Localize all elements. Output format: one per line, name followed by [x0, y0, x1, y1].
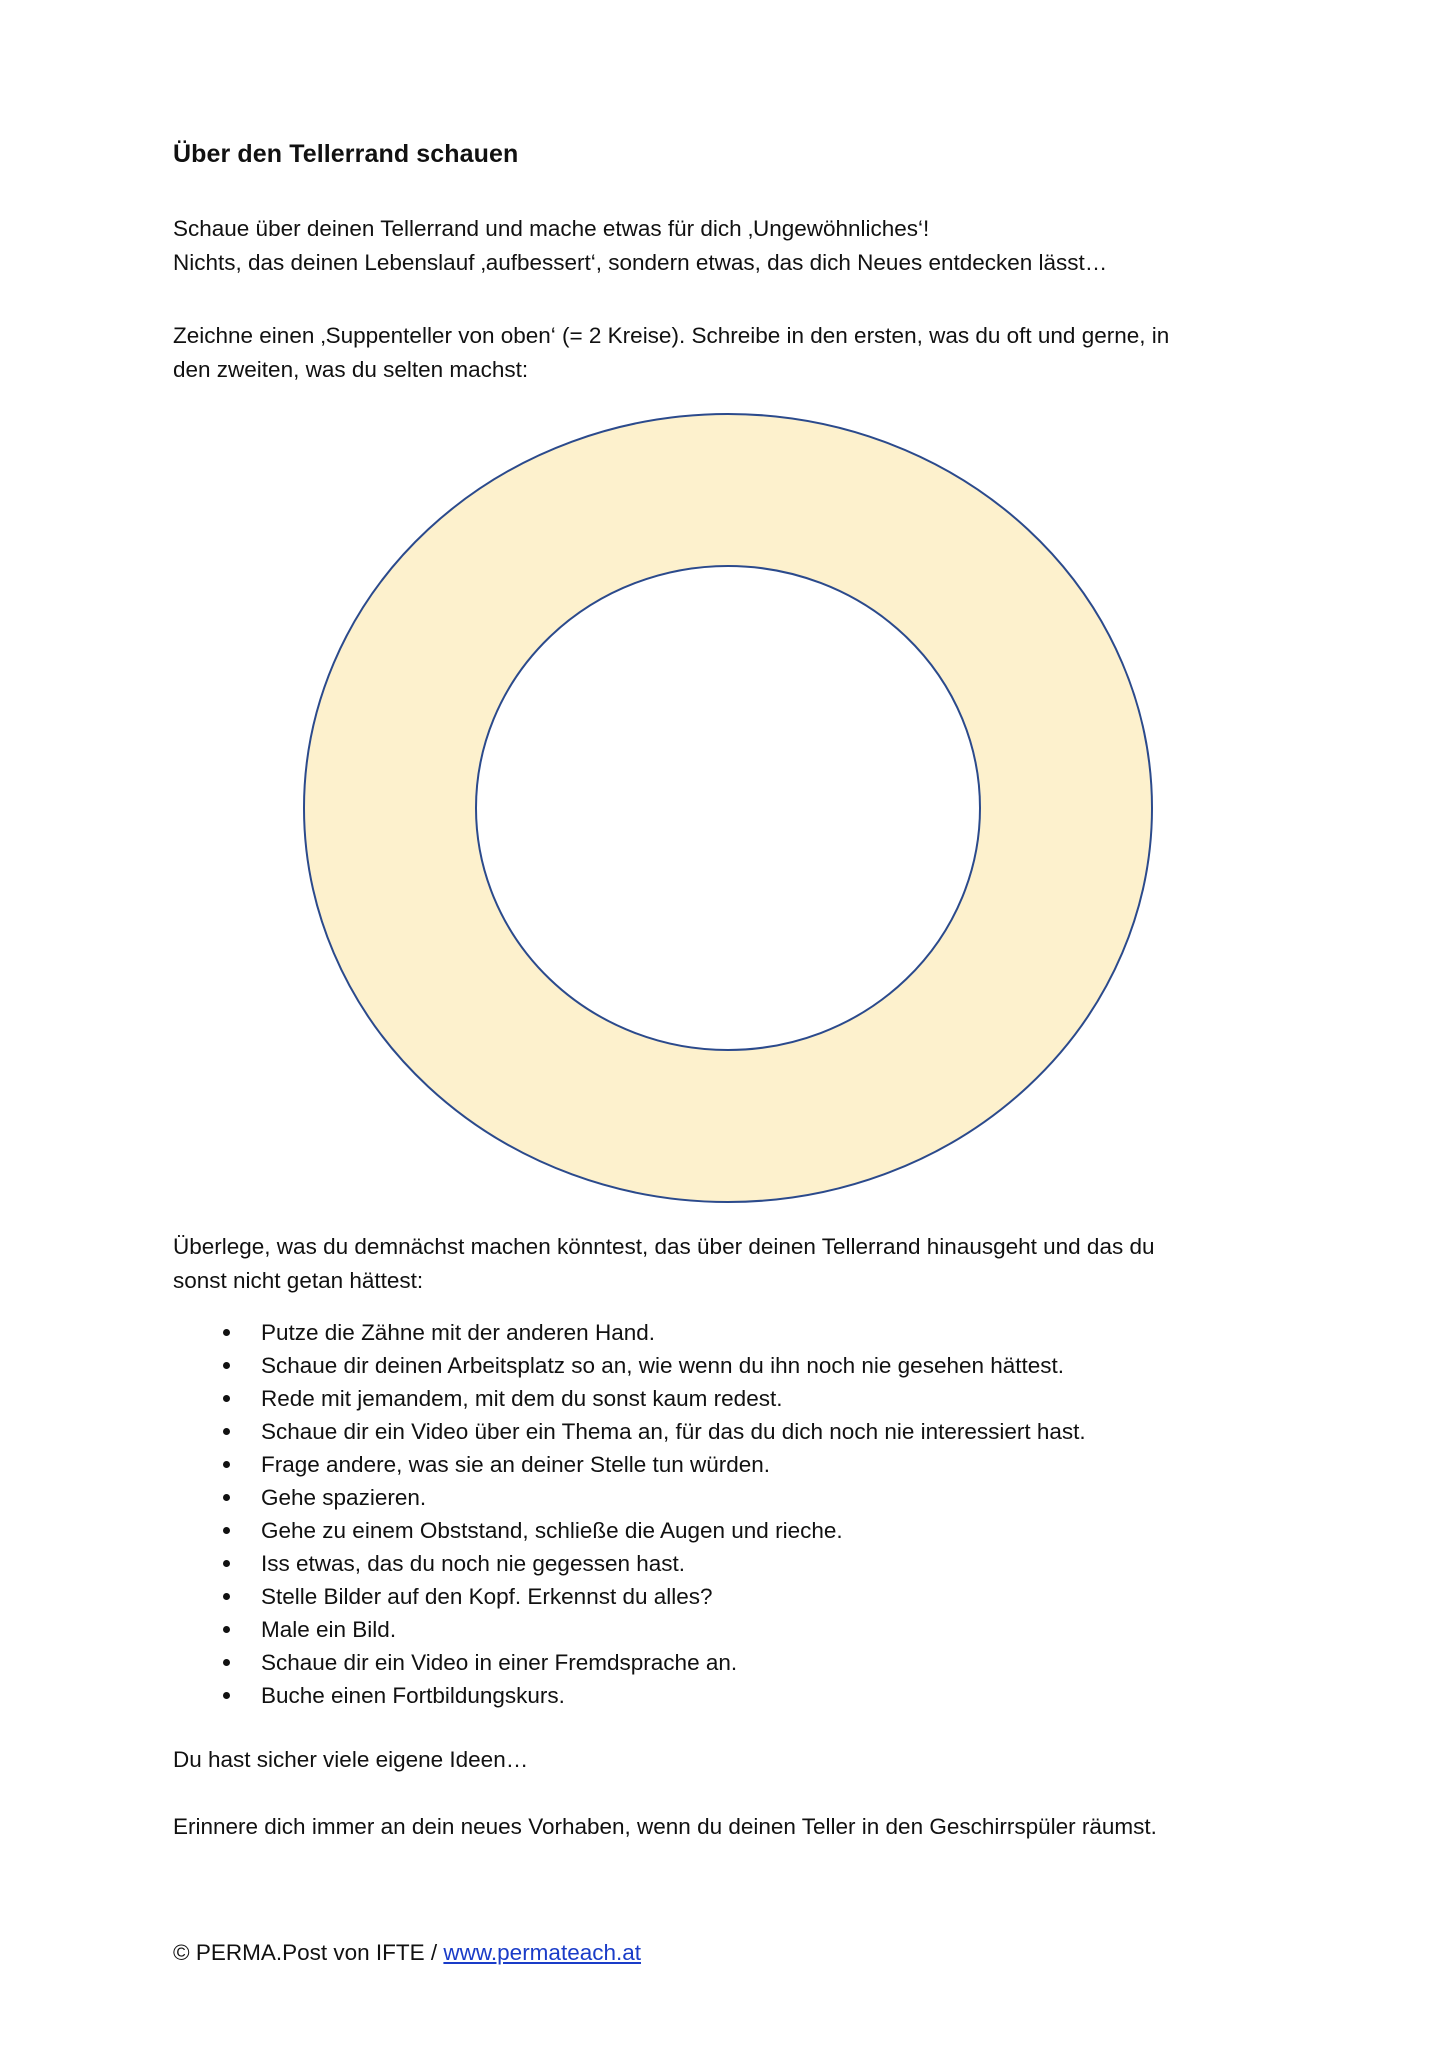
bullet-icon — [223, 1560, 230, 1567]
copyright-text: © PERMA.Post von IFTE / — [173, 1940, 444, 1965]
footer — [173, 1937, 641, 1969]
list-item: Stelle Bilder auf den Kopf. Erkennst du alles? — [223, 1580, 1086, 1613]
list-item: Gehe zu einem Obststand, schließe die Augen und rieche. — [223, 1514, 1086, 1547]
bullet-icon — [223, 1527, 230, 1534]
ideas-list — [223, 1316, 1086, 1712]
draw-instruction-paragraph — [173, 319, 1293, 387]
intro-line-1: Schaue über deinen Tellerrand und mache etwas für dich ‚Ungewöhnliches‘! — [173, 216, 930, 241]
list-item: Schaue dir ein Video in einer Fremdsprache an. — [223, 1646, 1086, 1679]
bullet-icon — [223, 1395, 230, 1402]
ponder-line-2: sonst nicht getan hättest: — [173, 1268, 424, 1293]
list-item: Gehe spazieren. — [223, 1481, 1086, 1514]
soup-plate-diagram — [302, 412, 1154, 1204]
plate-inner-circle — [476, 566, 980, 1050]
list-item: Frage andere, was sie an deiner Stelle tun würden. — [223, 1448, 1086, 1481]
remember-text: Erinnere dich immer an dein neues Vorhaben, wenn du deinen Teller in den Geschirrspüler räumst. — [173, 1814, 1157, 1839]
list-item: Buche einen Fortbildungskurs. — [223, 1679, 1086, 1712]
bullet-icon — [223, 1626, 230, 1633]
intro-line-2: Nichts, das deinen Lebenslauf ‚aufbessert‘, sondern etwas, das dich Neues entdecken lässt… — [173, 250, 1108, 275]
list-item: Schaue dir ein Video über ein Thema an, für das du dich noch nie interessiert hast. — [223, 1415, 1086, 1448]
own-ideas-text: Du hast sicher viele eigene Ideen… — [173, 1747, 529, 1772]
list-item: Putze die Zähne mit der anderen Hand. — [223, 1316, 1086, 1349]
list-item: Male ein Bild. — [223, 1613, 1086, 1646]
intro-paragraph — [173, 212, 1293, 280]
list-item: Schaue dir deinen Arbeitsplatz so an, wie wenn du ihn noch nie gesehen hättest. — [223, 1349, 1086, 1382]
list-item: Rede mit jemandem, mit dem du sonst kaum redest. — [223, 1382, 1086, 1415]
bullet-icon — [223, 1593, 230, 1600]
draw-instruction-line-1: Zeichne einen ‚Suppenteller von oben‘ (= 2 Kreise). Schreibe in den ersten, was du oft und gerne, in — [173, 323, 1170, 348]
ponder-line-1: Überlege, was du demnächst machen könntest, das über deinen Tellerrand hinausgeht und das du — [173, 1234, 1155, 1259]
bullet-icon — [223, 1461, 230, 1468]
bullet-icon — [223, 1494, 230, 1501]
list-item: Iss etwas, das du noch nie gegessen hast. — [223, 1547, 1086, 1580]
bullet-icon — [223, 1362, 230, 1369]
bullet-icon — [223, 1659, 230, 1666]
website-link[interactable]: www.permateach.at — [443, 1940, 641, 1965]
bullet-icon — [223, 1692, 230, 1699]
ponder-paragraph — [173, 1230, 1293, 1298]
bullet-icon — [223, 1428, 230, 1435]
draw-instruction-line-2: den zweiten, was du selten machst: — [173, 357, 529, 382]
page-title: Über den Tellerrand schauen — [173, 140, 519, 168]
bullet-icon — [223, 1329, 230, 1336]
